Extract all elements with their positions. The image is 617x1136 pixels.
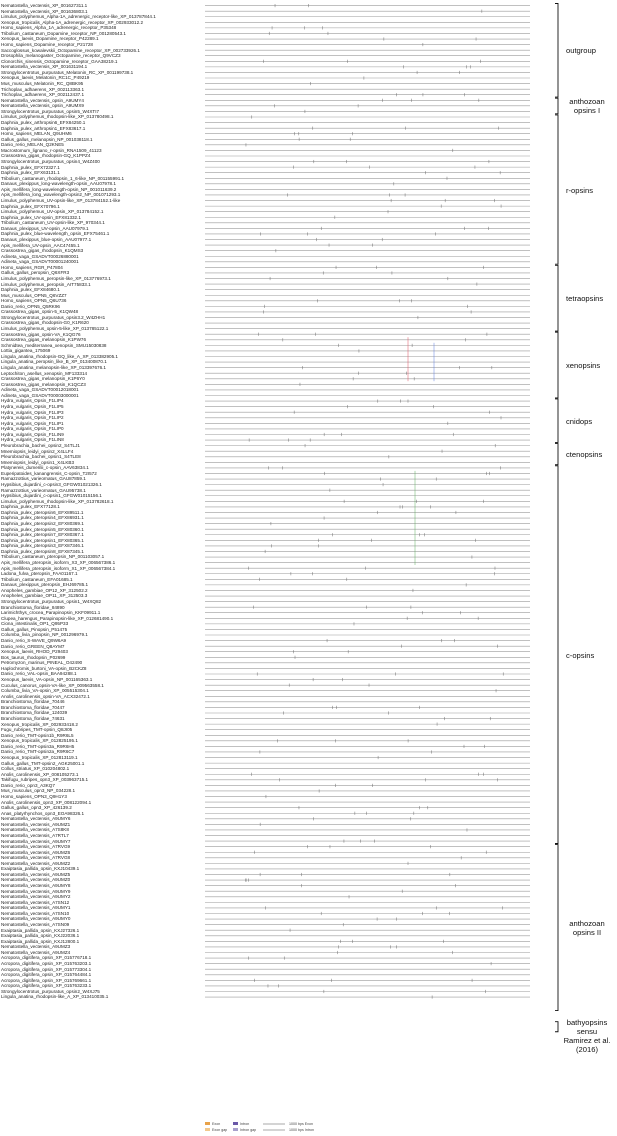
species-label: Acropora_digitifera_opsin_XP_015763203.1 — [1, 961, 92, 967]
species-label: Exaiptasia_pallida_opsin_KXJ27326.1 — [1, 927, 80, 933]
species-label: Danaus_plexippus_UV-opsin_AAU07979.1 — [1, 225, 89, 231]
species-label: Apis_mellifera_long_wavelength-opsin2_NP_001071293.1 — [1, 192, 121, 198]
species-label: Xenopus_laevis_Melatonin_RC1C_P49219 — [1, 75, 90, 81]
species-label: Clupea_harengus_Parapinopsin-like_XP_012681490.1 — [1, 615, 114, 621]
species-label: Hydra_vulgaris_Opsin_F1LIP0 — [1, 426, 64, 432]
legend-intron-gap-swatch — [233, 1128, 238, 1131]
species-label: Nematostella_vectensis_A7RTL7 — [1, 832, 69, 838]
species-label: Crassostrea_gigas_melanopsin_K1P6Y0 — [1, 376, 85, 382]
species-label: Exaiptasia_pallida_opsin_KXJ10439.1 — [1, 866, 80, 872]
species-label: Danio_rerio_TMT-opsin1b_R9R6L5 — [1, 732, 74, 738]
species-label: Danaus_plexippus_pteropsin_EHJ69785.1 — [1, 582, 89, 588]
species-label: Nematostella_vectensis_XP_001627311.1 — [1, 3, 88, 8]
species-label: Daphnia_pulex_pteropsin2_EFX80369.1 — [1, 521, 84, 526]
species-label: Apis_mellifera_pteropsin_isoform_X1_XP_006567384.1 — [1, 565, 116, 571]
species-label: Leptochiton_asellus_xenopsin_MF133314 — [1, 370, 88, 376]
species-label: Strongylocentrotus_purpuratus_opsin5_W4XTI7 — [1, 108, 100, 114]
species-label: Limulus_polyphemus_UV-opsin_XP_013784152.1 — [1, 209, 104, 215]
group-label: bathyopsins sensu Ramirez et al. (2016) — [563, 1017, 611, 1054]
species-label: Adineta_vaga_GSADVT00003000001 — [1, 392, 79, 398]
species-label: Strongylocentrotus_purpuratus_Melatonin_RC_XP_001199738.1 — [1, 69, 134, 75]
group-label: ctenopsins — [566, 450, 603, 460]
species-label: Xenopus_tropicalis_XP_012825195.1 — [1, 738, 78, 744]
legend-intron-gap-label: Intron gap — [240, 1128, 257, 1132]
species-label: Hydra_vulgaris_Opsin_F1LIN9 — [1, 431, 64, 437]
species-label: Fugu_rubripes_TMT-opsin_Q8JI05 — [1, 727, 73, 733]
species-label: Columba_livia_pinopsin_NP_001296979.1 — [1, 632, 88, 638]
species-label: Nematostella_vectensis_A7SN09 — [1, 922, 70, 928]
species-label: Tribolium_castaneum_Dopamine_receptor_NP_001280543.1 — [1, 30, 126, 36]
species-label: Collus_striatus_XP_010204802.1 — [1, 766, 70, 772]
species-label: Hydra_vulgaris_Opsin_F1LIP3 — [1, 409, 64, 415]
species-label: Nematostella_vectensis_A7S8K8 — [1, 827, 69, 833]
species-label: Nematostella_vectensis_A9UMY7 — [1, 838, 71, 844]
species-label: Nematostella_vectensis_A9UMZ0 — [1, 877, 71, 883]
species-label: Daphnia_pulex_UV-opsin_EFX81332.1 — [1, 214, 81, 220]
species-label: Lingula_anatina_rhodopsin-GQ_like_A_XP_013382905.1 — [1, 353, 118, 359]
species-label: Tribolium_castaneum_rhodopsin_1_6-like_NP_001155991.1 — [1, 175, 125, 181]
species-label: Xenopus_tropicalis_Alpha-1A_adrenergic_receptor_XP_002933012.2 — [1, 19, 143, 25]
species-label: Strongylocentrotus_purpuratus_opsin4_W4Z400 — [1, 158, 100, 164]
species-label: Crassostrea_gigas_opsin-VA_K1QG76 — [1, 331, 81, 337]
species-label: Mnemiopsis_leidyi_opsin2_X4LLF4 — [1, 448, 74, 454]
species-label: Homo_sapiens_OPN3_Q9H1Y3 — [1, 793, 67, 799]
species-label: Crassostrea_gigas_rhodopsin-G0_K1R620 — [1, 320, 89, 326]
species-label: Daphnia_pulex_pteropsin1_EFX80365.1 — [1, 537, 84, 543]
species-label: Saccoglossus_kowalevskii_Octopamine_receptor_XP_002733926.1 — [1, 47, 140, 53]
group-bracket — [555, 399, 558, 442]
species-label: Nematostella_vectensis_XP_001636803.1 — [1, 8, 88, 14]
species-label: Strongylocentrotus_purpuratus_opsin3.2_W4ZHH1 — [1, 314, 106, 320]
species-label: Daphnia_pulex_pteropsin8_EFX87345.1 — [1, 548, 84, 554]
species-label: Danio_rerio_TMT-opsin3a_R9R6H5 — [1, 743, 75, 749]
species-label: Danio_rerio_S-WAVE_Q9W6A9 — [1, 637, 67, 643]
species-label: Gallus_gallus_peropsin_Q6XFR3 — [1, 270, 70, 276]
group-label: cnidops — [566, 416, 593, 426]
species-label: Danio_rerio_OPN5_Q5RK96 — [1, 303, 60, 309]
species-label: Ramazzottius_varieornatus_GAU87859.1 — [1, 476, 86, 482]
species-label: Daphnia_pulex_pteropsin6_EFX89511.1 — [1, 509, 84, 515]
legend-exon-swatch — [205, 1122, 210, 1125]
species-label: Crassostrea_gigas_opsin-5_K1QW48 — [1, 309, 79, 315]
species-label: Daphnia_pulex_EFX63131.1 — [1, 170, 60, 176]
species-label: Hypsibius_dujardini_c-opsin1_GFGW01015156.1 — [1, 493, 102, 499]
species-label: Daphnia_pulex_pteropsin3_EFX87346.1 — [1, 543, 84, 549]
species-label: Acropora_digitifera_opsin_XP_015776718.1 — [1, 955, 92, 961]
species-label: Daphnia_pulex_EFX72327.1 — [1, 164, 60, 170]
species-label: Adineta_vaga_GSADVT00001240001 — [1, 259, 79, 265]
species-label: Limulus_polyphemus_opsin-5-like_XP_013785122.1 — [1, 326, 109, 332]
species-label: Danio_rerio_MELAN_Q2KNE5 — [1, 142, 64, 148]
species-label: Nematostella_vectensis_A9UMZ1 — [1, 821, 71, 827]
species-label: Apis_mellifera_long-wavelength-opsin_NP_001011639.2 — [1, 186, 117, 192]
species-label: Pleurobrachia_bachei_opsin2_S4TLJ1 — [1, 443, 80, 449]
species-label: Crassostrea_gigas_melanopsin_K1PW76 — [1, 337, 87, 343]
group-label: xenopsins — [566, 361, 601, 370]
species-label: Columba_livia_VA-opsin_XP_005515304.1 — [1, 688, 89, 694]
group-label: r-opsins — [566, 185, 594, 195]
species-label: Nematostella_vectensis_A9UMY0 — [1, 916, 71, 922]
species-label: Hydra_vulgaris_Opsin_F1LIN8 — [1, 437, 64, 443]
species-label: Nematostella_vectensis_opsin_A9UMY4 — [1, 97, 84, 103]
species-label: Daphnia_pulex_pteropsin7_EFX80367.1 — [1, 532, 84, 538]
species-label: Lingula_anatina_rhodopsin-like_A_XP_013410035.1 — [1, 994, 109, 1000]
legend — [205, 1121, 405, 1135]
legend-exon-gap-label: Exon gap — [212, 1128, 228, 1132]
group-bracket — [555, 332, 558, 398]
species-label: Nematostella_vectensis_A9UMY2 — [1, 894, 71, 900]
species-label: Hydra_vulgaris_Opsin_F1LIP1 — [1, 420, 64, 426]
species-label: Limulus_polyphemus_Alpha-1A_adrenergic_receptor-like_XP_013787844.1 — [1, 14, 156, 20]
species-label: Petromyzon_marinus_PINEAL_O42490 — [1, 660, 83, 666]
species-label: Nematostella_vectensis_A9UMZ6 — [1, 849, 71, 855]
species-label: Nematostella_vectensis_A9UMZ5 — [1, 871, 71, 877]
species-label: Acropora_digitifera_opsin_XP_015773304.1 — [1, 966, 92, 972]
species-label: Daphnia_pulex_pteropsin5_EFX80360.1 — [1, 526, 84, 532]
species-label: Nematostella_vectensis_XP_001631194.1 — [1, 64, 88, 70]
species-label: Daphnia_pulex_EFX70796.1 — [1, 203, 60, 209]
species-label: Anolis_carolinensis_opn3_XP_008122094.1 — [1, 799, 92, 805]
species-label: Gallus_gallus_melanopsin_NP_001038118.1 — [1, 136, 93, 142]
species-label: Daphnia_pulex_arthropsin1_EFX83617.1 — [1, 125, 86, 131]
species-label: Limulus_polyphemus_peropsin_AIT75833.1 — [1, 281, 91, 287]
species-label: Anolis_carolinensis_opsin-VA_ACX32472.1 — [1, 693, 90, 699]
legend-intron-swatch — [233, 1122, 238, 1125]
group-bracket — [555, 4, 558, 98]
species-label: Xenopus_laevis_RHOD_P29403 — [1, 649, 68, 655]
species-label: Adineta_vaga_GSADVT00026880001 — [1, 253, 79, 259]
species-label: Anopheles_gambiae_OP11_XP_312503.3 — [1, 593, 88, 599]
species-label: Mus_musculus_OPN5_Q6VZZ7 — [1, 292, 67, 298]
legend-exon-gap-swatch — [205, 1128, 210, 1131]
species-label: Tribolium_castaneum_EFA01685.1 — [1, 576, 73, 582]
legend-scale-exon: 1000 bps Exon — [289, 1122, 313, 1126]
species-label: Limulus_polyphemus_rhodopsin-like_XP_013780498.1 — [1, 114, 114, 120]
species-label: Clonorchis_sinensis_Octopamine_receptor_GAA38219.1 — [1, 58, 118, 64]
species-label: Hydra_vulgaris_Opsin_F1LIP2 — [1, 415, 64, 421]
species-label: Cuculus_canorus_opsin-VA-like_XP_009563558.1 — [1, 682, 104, 688]
species-label: Homo_sapiens_Alpha_1A_adrenergic_receptor_P35348 — [1, 25, 117, 31]
group-bracket — [555, 98, 558, 114]
species-label: Danio_rerio_TMT-opsin2a_R9R6C7 — [1, 749, 75, 755]
species-label: Mus_musculus_Melatonin_RC_Q8BK95 — [1, 80, 84, 86]
legend-intron-label: Intron — [240, 1122, 250, 1126]
species-label: Nematostella_vectensis_A9UMY8 — [1, 883, 71, 889]
species-label: Hypsibius_dujardini_c-opsin3_GFGW01021326.1 — [1, 482, 102, 488]
species-label: Limulus_polyphemus_rhodopsin-like_XP_013782618.1 — [1, 498, 114, 504]
species-label: Daphnia_pulex_blue-wavelength_opsin_EFX75461.1 — [1, 231, 110, 237]
species-label: Homo_sapiens_MELAN_Q9UHM6 — [1, 131, 72, 137]
group-label: anthozoan opsins II — [569, 918, 605, 937]
legend-exon-label: Exon — [212, 1122, 221, 1126]
species-label: Tribolium_castaneum_pteropsin_NP_001103057.1 — [1, 554, 105, 560]
species-label: Adineta_vaga_GSADVT00012018001 — [1, 387, 79, 393]
group-bracket — [555, 444, 558, 465]
species-label: Xenopus_laevis_VA-opsin_NP_001165363.1 — [1, 676, 93, 682]
group-bracket — [555, 265, 558, 331]
species-label: Acropora_digitifera_opsin_XP_015764484.1 — [1, 972, 92, 978]
species-label: Acropora_digitifera_opsin_XP_015763233.1 — [1, 983, 92, 989]
species-label: Nematostella_vectensis_A9UMY9 — [1, 888, 71, 894]
group-label: anthozoan opsins I — [569, 97, 605, 115]
species-label: Nematostella_vectensis_A9UMZ2 — [1, 860, 71, 866]
group-bracket — [555, 1022, 558, 1032]
species-label: Danio_rerio_opn3_A3KQ7 — [1, 782, 55, 788]
species-label: Branchiostoma_floridae_84890 — [1, 604, 65, 610]
species-label: Apis_mellifera_UV-opsin_AAC47455.1 — [1, 242, 80, 248]
group-label: outgroup — [566, 46, 596, 56]
species-label: Takifugu_rubripes_opn3_XP_003963715.1 — [1, 777, 89, 783]
species-label: Larimichthys_crocea_Parapinopsin_KKF09911.1 — [1, 610, 101, 616]
species-label: Lingula_anatina_melanopsin-like_XP_013397676.1 — [1, 365, 106, 371]
species-label: Nematostella_vectensis_A7RVG9 — [1, 844, 71, 850]
species-label: Nematostella_vectensis_A7RVG8 — [1, 855, 71, 861]
species-label: Trichoplax_adhaerens_XP_002113363.1 — [1, 86, 85, 92]
species-label: Xenopus_tropicalis_XP_002933418.2 — [1, 721, 78, 727]
species-label: Danaus_plexippus_blue-opsin_AAU07977.1 — [1, 236, 92, 242]
species-label: Gallus_gallus_opn3_XP_426139.2 — [1, 805, 72, 811]
species-label: Ramazzottius_varieornatus_GAU95738.1 — [1, 487, 86, 493]
species-label: Branchiostoma_floridae_124039 — [1, 710, 68, 716]
species-label: Lingula_anatina_peropsin_like_B_XP_013400870.1 — [1, 359, 107, 365]
species-label: Nematostella_vectensis_A7SN12 — [1, 899, 70, 905]
species-label: Lottia_gigantea_175069 — [1, 348, 51, 354]
species-label: Anolis_carolinensis_XP_008105273.1 — [1, 771, 79, 777]
group-label: c-opsins — [566, 650, 595, 660]
species-label: Nematostella_vectensis_A7SN10 — [1, 910, 70, 916]
species-label: Macrostomum_lignano_r-opsin_RNA1509_41123 — [1, 147, 102, 153]
species-label: Anas_platyrhynchos_opn3_EOA98326.1 — [1, 810, 85, 816]
species-label: Hydra_vulgaris_Opsin_F1LIP4 — [1, 398, 64, 404]
species-label: Acropora_digitifera_opsin_XP_015769661.1 — [1, 977, 92, 983]
species-label: Anopheles_gambiae_OP12_XP_312502.2 — [1, 587, 88, 593]
legend-scale-intron: 1000 bps Intron — [289, 1128, 314, 1132]
species-label: Bos_taurus_rhodopsin_P02699 — [1, 654, 66, 660]
species-label: Drosophila_melanogaster_Octopamine_receptor_Q9VCZ3 — [1, 53, 121, 59]
species-label: Xenopus_tropicalis_XP_012813119.1 — [1, 754, 78, 760]
species-label: Mnemiopsis_leidyi_opsin1_X4LKB3 — [1, 459, 75, 465]
species-label: Pleurobrachia_bachei_opsin1_S4TLE8 — [1, 454, 81, 460]
species-label: Danaus_plexippus_long-wavelength-opsin_AAU07978.1 — [1, 181, 116, 187]
group-bracket — [555, 115, 558, 264]
species-label: Daphnia_pulex_EFX84680.1 — [1, 287, 60, 293]
species-label: Danio_rerio_VAL-opsin_BAA94288.1 — [1, 671, 77, 677]
species-label: Branchiostoma_floridae_70447 — [1, 704, 65, 710]
species-label: Apis_mellifera_pteropsin_isoform_X3_XP_006567386.1 — [1, 560, 116, 565]
species-label: Euperipatoides_kanangrensis_C-opsin_T2I572 — [1, 470, 97, 476]
species-label: Ladona_fulva_pteropsin_FAA01167.1 — [1, 571, 78, 577]
species-label: Crassostrea_gigas_melanopsin_K1QCZ3 — [1, 381, 86, 387]
species-label: Limulus_polyphemus_UV-opsin-like_XP_013784152.1-like — [1, 197, 121, 203]
species-label: Exaiptasia_pallida_opsin_KXJ22036.1 — [1, 933, 80, 939]
species-label: Gallus_gallus_Pinopsin_P51475 — [1, 626, 68, 632]
species-label: Daphnia_pulex_EFX77128.1 — [1, 504, 60, 510]
species-label: Crassostrea_gigas_rhodopsin_K1QMS3 — [1, 248, 84, 254]
species-label: Nematostella_vectensis_A9UMY1 — [1, 905, 71, 911]
group-bracket — [555, 466, 558, 844]
species-label: Strongylocentrotus_purpuratus_opsin2_W4XJ75 — [1, 988, 100, 994]
species-label: Xenopus_laevis_Dopamine_receptor_P42289.1 — [1, 36, 99, 42]
species-label: Danio_rerio_GREEN_Q8AYM7 — [1, 643, 65, 649]
species-label: Mus_musculus_opn3_NP_034228.1 — [1, 788, 76, 794]
group-label: tetraopsins — [566, 294, 604, 304]
species-label: Daphnia_pulex_arthropsin6_EFX84250.1 — [1, 119, 86, 125]
species-label: Nematostella_vectensis_A9UMZ4 — [1, 949, 71, 955]
species-label: Nematostella_vectensis_A9UMZ3 — [1, 944, 71, 950]
species-label: Homo_sapiens_Dopamine_receptor_P21728 — [1, 41, 93, 47]
species-label: Branchiostoma_floridae_70446 — [1, 699, 65, 705]
species-label: Daphnia_pulex_pteropsin4_EFX86931.1 — [1, 515, 84, 521]
species-label: Strongylocentrotus_purpuratus_opsin1_W4XQ82 — [1, 598, 102, 604]
species-label: Exaiptasia_pallida_opsin_KXJ12800.1 — [1, 938, 80, 944]
species-label: Trichoplax_adhaerens_XP_002112437.1 — [1, 92, 85, 98]
species-label: Schmidtea_mediterranea_xenopsin_SMU15030838 — [1, 342, 107, 348]
species-label: Hydra_vulgaris_Opsin_F1LIP5 — [1, 404, 64, 410]
species-label: Branchiostoma_floridae_74631 — [1, 715, 65, 721]
species-label: Platynereis_dumerilii_c-opsin_AAV63834.1 — [1, 465, 89, 471]
species-label: Haplochromis_burtoni_VA-opsin_B2CKZ8 — [1, 665, 87, 671]
species-label: Homo_sapiens_OPN5_Q6U736 — [1, 298, 67, 304]
species-label: Ciona_intestinalis_OP1_Q95P33 — [1, 621, 69, 627]
species-label: Nematostella_vectensis_A9UMY6 — [1, 816, 71, 822]
species-label: Limulus_polyphemus_peropsin-like_XP_013776973.1 — [1, 275, 111, 281]
species-label: Nematostella_vectensis_opsin_A9UMX9 — [1, 103, 84, 109]
species-label: Tribolium_castaneum_UV-opsin-like_XP_970344.1 — [1, 220, 105, 226]
group-bracket — [555, 845, 558, 1011]
species-label: Crassostrea_gigas_rhodopsin-GQ_K1PPZ4 — [1, 153, 91, 159]
species-label: Gallus_gallus_TMT-opsin2_AGK25001.1 — [1, 760, 85, 766]
species-label: Homo_sapiens_RGR_P47804 — [1, 264, 63, 270]
